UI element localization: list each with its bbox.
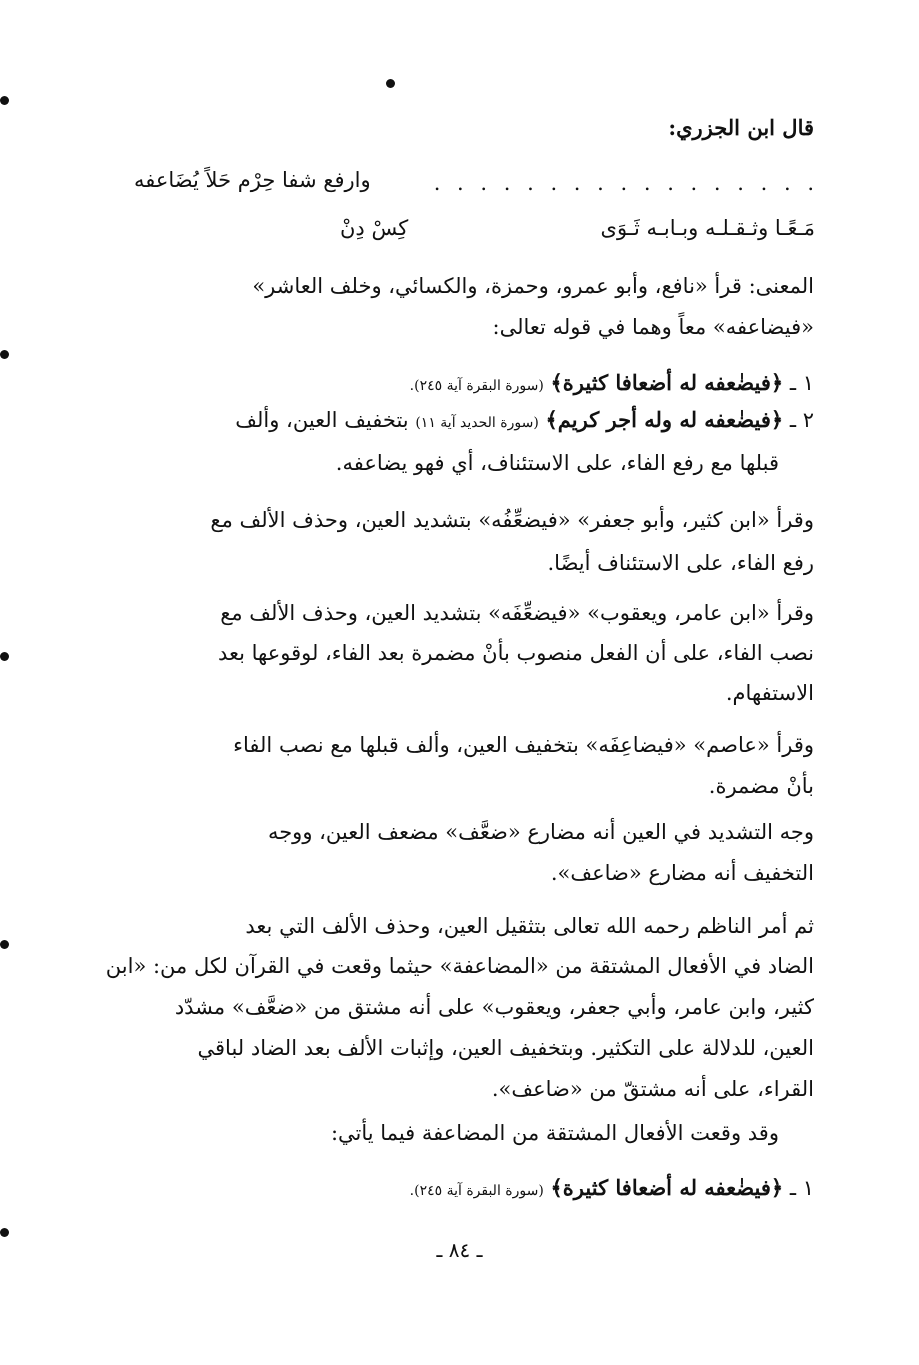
poem-verse1-dots: . . . . . . . . . . . . . . . . . — [433, 171, 819, 195]
poem-verse2-first-half: مَـعًـا وثـقـلـه وبـابـه ثَـوَى — [600, 216, 815, 240]
paragraph-line: كثير، وابن عامر، وأبي جعفر، ويعقوب» على أنه مشتق من «ضعَّف» مشدّد — [174, 995, 814, 1019]
item-number: ١ ـ — [789, 1176, 814, 1200]
poem-verse1-text: وارفع شفا حِرْم حَلاً يُضَاعفه — [134, 168, 371, 192]
item-number: ٢ ـ — [789, 408, 814, 432]
quran-citation-item — [102, 405, 814, 438]
margin-dot — [386, 79, 395, 88]
surah-reference: (سورة البقرة آية ٢٤٥). — [409, 378, 544, 394]
item-text: بتخفيف العين، وألف — [235, 408, 409, 432]
margin-dot — [0, 96, 9, 105]
quran-verse: ﴿فيضٰعفه له وله أجر كريم﴾ — [545, 407, 784, 432]
surah-reference: (سورة الحديد آية ١١) — [415, 415, 539, 431]
surah-reference: (سورة البقرة آية ٢٤٥). — [409, 1183, 544, 1199]
paragraph-line: رفع الفاء، على الاستئناف أيضًا. — [547, 551, 814, 575]
margin-dot — [0, 940, 9, 949]
paragraph-line: وجه التشديد في العين أنه مضارع «ضعَّف» مضعف العين، ووجه — [267, 820, 814, 844]
quran-verse: ﴿فيضٰعفه له أضعافا كثيرة﴾ — [550, 370, 784, 395]
section-heading: قال ابن الجزري: — [668, 115, 814, 140]
quran-citation-item — [102, 368, 814, 401]
paragraph-line: ثم أمر الناظم رحمه الله تعالى بتثقيل العين، وحذف الألف التي بعد — [245, 914, 814, 938]
paragraph-line: وقد وقعت الأفعال المشتقة من المضاعفة فيما يأتي: — [330, 1121, 779, 1145]
paragraph-line: بأنْ مضمرة. — [708, 774, 814, 798]
paragraph-line: العين، للدلالة على التكثير. وبتخفيف العين، وإثبات الألف بعد الضاد لباقي — [197, 1036, 814, 1060]
margin-dot — [0, 1228, 9, 1237]
quran-citation-item — [102, 1173, 814, 1206]
margin-dot — [0, 350, 9, 359]
quran-verse: ﴿فيضٰعفه له أضعافا كثيرة﴾ — [550, 1175, 784, 1200]
meaning-line: المعنى: قرأ «نافع، وأبو عمرو، وحمزة، والكسائي، وخلف العاشر» — [252, 274, 814, 298]
paragraph-line: الضاد في الأفعال المشتقة من «المضاعفة» حيثما وقعت في القرآن لكل من: «ابن — [105, 954, 814, 978]
poem-verse2-second-half: كِسْ دِنْ — [340, 216, 409, 240]
meaning-line: «فيضاعفه» معاً وهما في قوله تعالى: — [492, 315, 814, 339]
paragraph-line: وقرأ «ابن عامر، ويعقوب» «فيضعِّفَه» بتشديد العين، وحذف الألف مع — [220, 601, 814, 625]
item-continuation: قبلها مع رفع الفاء، على الاستئناف، أي فهو يضاعفه. — [335, 451, 779, 475]
margin-dot — [0, 652, 9, 661]
paragraph-line: وقرأ «ابن كثير، وأبو جعفر» «فيضعِّفُه» بتشديد العين، وحذف الألف مع — [210, 508, 814, 532]
paragraph-line: نصب الفاء، على أن الفعل منصوب بأنْ مضمرة بعد الفاء، لوقوعها بعد — [217, 641, 814, 665]
item-number: ١ ـ — [789, 371, 814, 395]
page-number: ـ ٨٤ ـ — [436, 1238, 483, 1262]
paragraph-line: التخفيف أنه مضارع «ضاعف». — [550, 861, 814, 885]
paragraph-line: وقرأ «عاصم» «فيضاعِفَه» بتخفيف العين، وألف قبلها مع نصب الفاء — [233, 733, 814, 757]
paragraph-line: الاستفهام. — [725, 681, 814, 705]
paragraph-line: القراء، على أنه مشتقّ من «ضاعف». — [491, 1077, 814, 1101]
